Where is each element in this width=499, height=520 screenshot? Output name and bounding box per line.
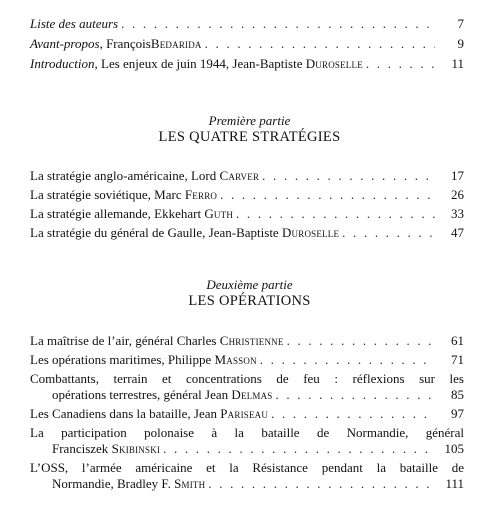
toc-entry[interactable] xyxy=(30,352,464,368)
part-label: Deuxième partie xyxy=(206,277,293,292)
entry-title: Les Canadiens dans la bataille, Jean xyxy=(30,406,221,421)
dot-leader xyxy=(163,441,435,457)
toc-entry-liste-des-auteurs[interactable] xyxy=(30,16,464,32)
page-number: 33 xyxy=(451,206,464,221)
toc-entry[interactable] xyxy=(52,387,464,403)
author-last-name: Duroselle xyxy=(281,225,340,240)
dot-leader xyxy=(342,225,435,241)
entry-title: La maîtrise de l’air, général Charles xyxy=(30,333,220,348)
author-last-name: Carver xyxy=(219,168,260,183)
dot-leader xyxy=(208,476,435,492)
entry-text xyxy=(30,206,233,222)
toc-entry-first-line: Combattants, terrain et concentrations de feu : réflexions sur les xyxy=(30,371,464,386)
entry-text xyxy=(30,187,217,203)
author-last-name: Christienne xyxy=(219,333,284,348)
entry-title: La stratégie du général de Gaulle, Jean-Baptiste xyxy=(30,225,282,240)
entry-subtitle: Les enjeux de juin 1944, Jean-Baptiste xyxy=(101,56,306,71)
page-number: 17 xyxy=(451,168,464,183)
entry-text xyxy=(30,406,268,422)
entry-text xyxy=(52,387,273,403)
dot-leader xyxy=(220,187,435,203)
part-label: Première partie xyxy=(208,113,291,128)
entry-text xyxy=(30,56,363,72)
author-last-name: Masson xyxy=(214,352,257,367)
toc-entry[interactable] xyxy=(52,476,464,492)
toc-entry[interactable] xyxy=(30,187,464,203)
page-number: 11 xyxy=(451,56,464,71)
part-title: LES QUATRE STRATÉGIES xyxy=(158,129,341,145)
dot-leader xyxy=(236,206,435,222)
entry-title: opérations terrestres, général Jean xyxy=(52,387,232,402)
dot-leader xyxy=(260,352,435,368)
entry-separator: , xyxy=(94,56,102,71)
page-number: 97 xyxy=(451,406,464,421)
entry-text xyxy=(30,36,202,52)
page-number: 85 xyxy=(451,387,464,402)
toc-entry-first-line: La participation polonaise à la bataille de Normandie, général xyxy=(30,425,464,440)
dot-leader xyxy=(287,333,435,349)
author-last-name: Bedarida xyxy=(150,36,202,51)
author-last-name: Delmas xyxy=(231,387,273,402)
page-number: 26 xyxy=(451,187,464,202)
page-number: 7 xyxy=(457,16,464,31)
entry-title: Les opérations maritimes, Philippe xyxy=(30,352,215,367)
entry-text xyxy=(30,352,257,368)
entry-text xyxy=(30,225,339,241)
page-number: 47 xyxy=(451,225,464,240)
entry-text xyxy=(52,441,160,457)
author-last-name: Smith xyxy=(174,476,206,491)
page-number: 61 xyxy=(451,333,464,348)
toc-entry-introduction[interactable] xyxy=(30,56,464,72)
dot-leader xyxy=(121,16,435,32)
author-last-name: Guth xyxy=(204,206,234,221)
entry-title: Normandie, Bradley F. xyxy=(52,476,175,491)
dot-leader xyxy=(262,168,435,184)
toc-entry[interactable] xyxy=(30,406,464,422)
page-number: 105 xyxy=(444,441,464,456)
author-last-name: Duroselle xyxy=(305,56,363,71)
toc-entry[interactable] xyxy=(30,333,464,349)
toc-entry[interactable] xyxy=(30,206,464,222)
author-last-name: Pariseau xyxy=(220,406,269,421)
page-number: 9 xyxy=(457,36,464,51)
dot-leader xyxy=(271,406,435,422)
dot-leader xyxy=(205,36,435,52)
entry-text xyxy=(30,168,259,184)
toc-entry-first-line: L’OSS, l’armée américaine et la Résistance pendant la bataille de xyxy=(30,460,464,475)
author-last-name: Ferro xyxy=(184,187,218,202)
toc-entry-avant-propos[interactable] xyxy=(30,36,464,52)
author-last-name: Skibinski xyxy=(111,441,161,456)
entry-title: Liste des auteurs xyxy=(30,16,119,31)
entry-title: La stratégie anglo-américaine, Lord xyxy=(30,168,220,183)
entry-title: Avant-propos xyxy=(30,36,100,51)
entry-title: Franciszek xyxy=(52,441,112,456)
entry-title: Introduction xyxy=(30,56,95,71)
dot-leader xyxy=(276,387,436,403)
toc-entry[interactable] xyxy=(52,441,464,457)
entry-text xyxy=(30,333,284,349)
dot-leader xyxy=(366,56,435,72)
author-first-name: François xyxy=(106,36,151,51)
page-number: 71 xyxy=(451,352,464,367)
entry-text xyxy=(52,476,205,492)
toc-entry[interactable] xyxy=(30,225,464,241)
toc-entry[interactable] xyxy=(30,168,464,184)
entry-separator: , xyxy=(99,36,107,51)
page-number: 111 xyxy=(445,476,464,491)
entry-title: La stratégie allemande, Ekkehart xyxy=(30,206,205,221)
entry-title: La stratégie soviétique, Marc xyxy=(30,187,185,202)
part-title: LES OPÉRATIONS xyxy=(188,293,311,309)
